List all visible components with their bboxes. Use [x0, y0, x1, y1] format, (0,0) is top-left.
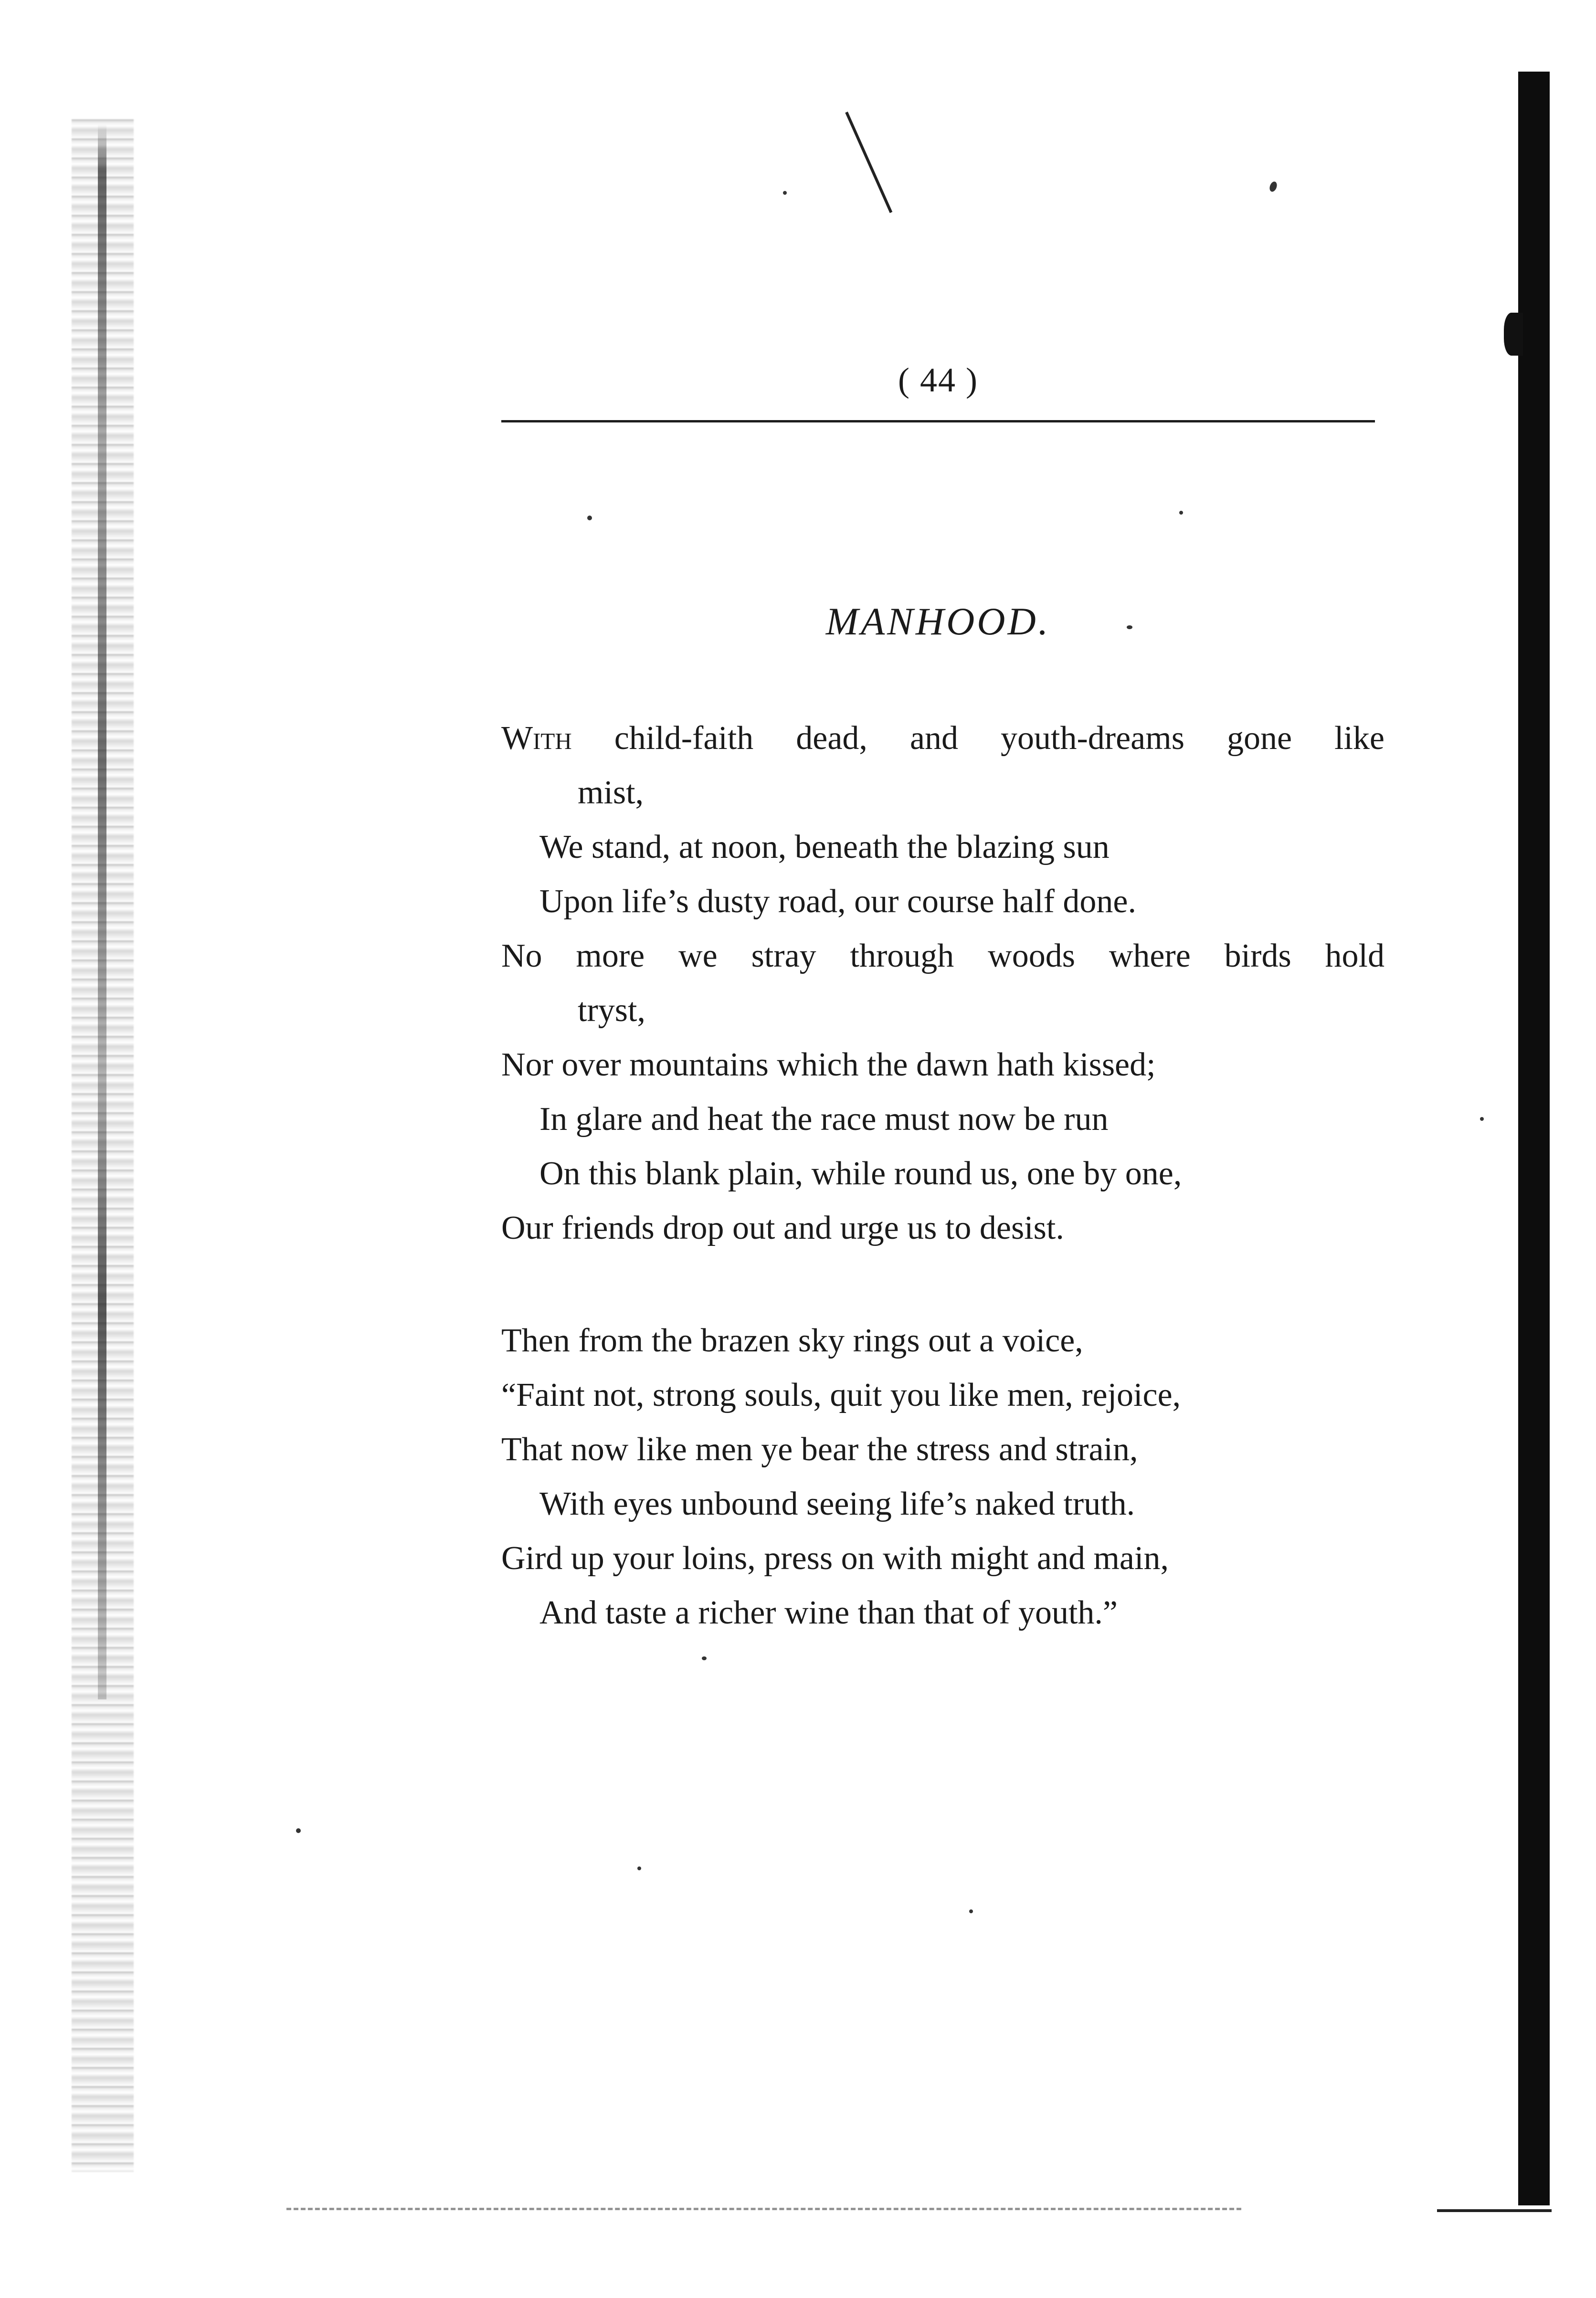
scan-speck — [1480, 1117, 1484, 1121]
scan-speck — [969, 1909, 973, 1913]
scan-stray-stroke — [845, 112, 892, 213]
scan-speck — [783, 191, 787, 195]
stanza-1 — [501, 711, 1385, 1255]
poem-line: In glare and heat the race must now be run — [539, 1101, 1109, 1138]
scan-speck — [1268, 180, 1279, 192]
stanza-break — [501, 1255, 1385, 1314]
poem-line: Our friends drop out and urge us to desist. — [501, 1210, 1064, 1246]
poem-line: That now like men ye bear the stress and strain, — [501, 1431, 1138, 1468]
poem-line: mist, — [578, 774, 644, 811]
stanza-2 — [501, 1314, 1385, 1640]
poem-line: And taste a richer wine than that of youth.” — [539, 1594, 1118, 1631]
scan-speck — [296, 1828, 301, 1833]
poem-line: We stand, at noon, beneath the blazing sun — [539, 829, 1110, 865]
scan-speck — [637, 1866, 641, 1870]
poem-line: “Faint not, strong souls, quit you like men, rejoice, — [501, 1377, 1181, 1413]
poem-line: No more we stray through woods where birds hold — [501, 938, 1385, 974]
poem-line: Upon life’s dusty road, our course half done. — [539, 883, 1136, 920]
header-rule — [501, 420, 1375, 422]
scan-speck — [1179, 511, 1183, 515]
poem-body — [501, 711, 1385, 1640]
poem-line: With child-faith dead, and youth-dreams gone like — [501, 720, 1385, 757]
poem-line: Gird up your loins, press on with might and main, — [501, 1540, 1169, 1577]
poem-line: Then from the brazen sky rings out a voice, — [501, 1322, 1083, 1359]
page-number: ( 44 ) — [898, 361, 978, 399]
bottom-scan-edge — [286, 2208, 1241, 2210]
right-binding-clip — [1504, 313, 1523, 356]
right-bottom-rule — [1437, 2209, 1552, 2212]
poem-line: tryst, — [578, 992, 645, 1029]
right-binding-bar — [1518, 72, 1550, 2205]
left-binding-edge — [98, 124, 106, 1699]
scan-speck — [587, 516, 592, 520]
poem-line: On this blank plain, while round us, one by one, — [539, 1155, 1182, 1192]
poem-line: Nor over mountains which the dawn hath kissed; — [501, 1046, 1156, 1083]
poem-title: MANHOOD. — [825, 600, 1051, 643]
opening-word: With — [501, 720, 572, 757]
poem-line: With eyes unbound seeing life’s naked truth. — [539, 1486, 1135, 1522]
scan-speck — [702, 1656, 707, 1660]
